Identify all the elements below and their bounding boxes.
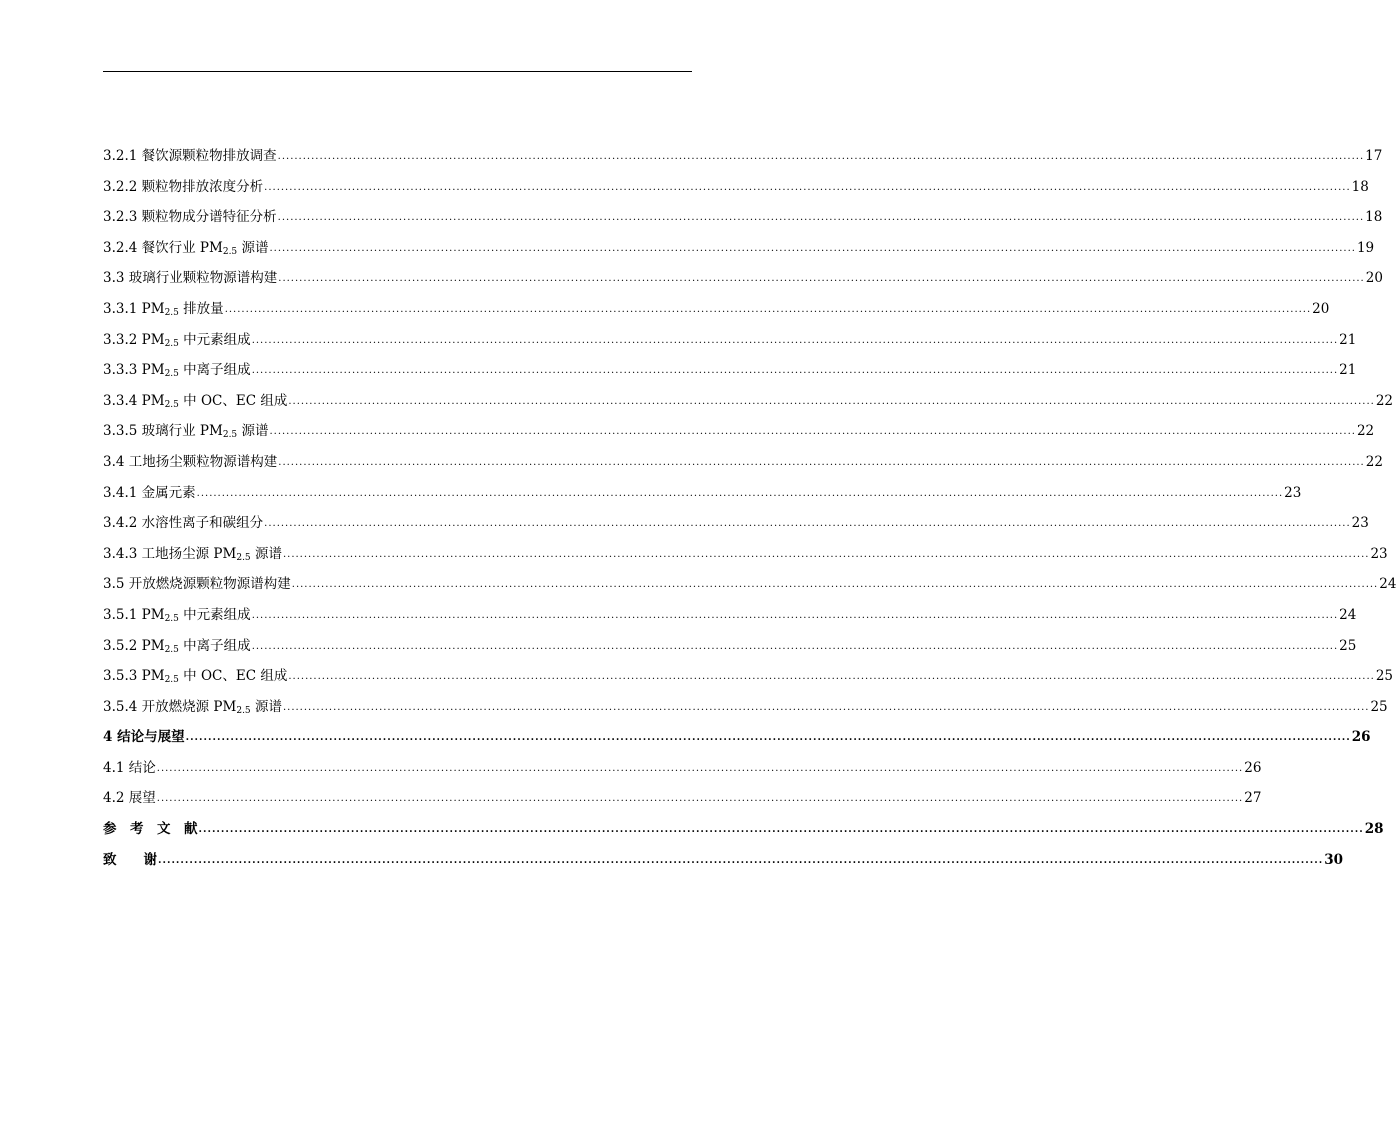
toc-title-text: 3.4.1 金属元素 (103, 484, 196, 501)
toc-entry-title (103, 266, 277, 286)
toc-entry-title (103, 572, 291, 592)
toc-title-text: 参 考 文 献 (103, 821, 198, 838)
toc-entry-title (103, 603, 251, 623)
toc-entry-title (103, 725, 185, 745)
toc-leader-dots: .................................................................................................................................................................................................................................................................... (277, 212, 1365, 224)
toc-page-number: 22 (1365, 453, 1383, 470)
toc-title-suffix: 中离子组成 (178, 637, 251, 654)
toc-entry[interactable] (103, 205, 1383, 236)
toc-page-number: 28 (1364, 821, 1384, 838)
toc-title-subscript: 2.5 (164, 399, 179, 410)
toc-entry[interactable] (103, 848, 1343, 879)
toc-title-text: 3.2.3 颗粒物成分谱特征分析 (103, 209, 277, 226)
toc-entry-title (103, 542, 282, 562)
toc-title-text: 3.5.3 PM (103, 668, 165, 685)
toc-page-number: 21 (1339, 331, 1357, 348)
toc-title-text: 3.4 工地扬尘颗粒物源谱构建 (103, 453, 278, 470)
toc-entry[interactable] (103, 144, 1383, 175)
toc-leader-dots: .................................................................................................................................................................................................................................................................... (269, 242, 1356, 254)
toc-title-suffix: 源谱 (237, 423, 269, 440)
toc-title-subscript: 2.5 (222, 246, 238, 257)
toc-title-text: 4 结论与展望 (103, 729, 185, 746)
toc-title-text: 3.3.3 PM (103, 362, 165, 379)
toc-entry-title (103, 297, 224, 317)
toc-leader-dots: .................................................................................................................................................................................................................................................................... (277, 151, 1365, 162)
toc-entry-title (103, 328, 251, 348)
toc-page-number: 27 (1244, 790, 1262, 807)
toc-entry[interactable] (103, 695, 1388, 726)
toc-title-text: 3.2.4 餐饮行业 PM (103, 239, 223, 256)
toc-page-number: 18 (1365, 209, 1383, 226)
toc-entry[interactable] (103, 511, 1369, 542)
toc-title-text: 3.5 开放燃烧源颗粒物源谱构建 (103, 576, 291, 593)
toc-leader-dots: .................................................................................................................................................................................................................................................................... (264, 181, 1351, 193)
toc-entry[interactable] (103, 236, 1375, 267)
toc-page-number: 25 (1370, 698, 1388, 715)
toc-page-number: 20 (1312, 300, 1330, 317)
toc-leader-dots: .................................................................................................................................................................................................................................................................... (156, 762, 1244, 774)
toc-title-suffix: 源谱 (250, 698, 282, 715)
table-of-contents (103, 144, 1396, 878)
toc-leader-dots: .................................................................................................................................................................................................................................................................... (278, 456, 1365, 468)
header-rule (103, 71, 692, 72)
toc-leader-dots: .................................................................................................................................................................................................................................................................... (158, 854, 1324, 866)
toc-page-number: 17 (1365, 148, 1383, 164)
toc-title-text: 3.3.1 PM (103, 300, 165, 317)
toc-entry[interactable] (103, 266, 1383, 297)
toc-entry[interactable] (103, 358, 1357, 389)
toc-title-suffix: 中离子组成 (178, 362, 251, 379)
toc-title-suffix: 中元素组成 (178, 606, 251, 623)
toc-page-number: 30 (1324, 851, 1343, 868)
toc-entry-title (103, 358, 251, 378)
toc-entry-title (103, 419, 268, 439)
toc-page-number: 22 (1375, 392, 1394, 409)
toc-leader-dots: .................................................................................................................................................................................................................................................................... (251, 640, 1339, 652)
toc-entry-title (103, 236, 268, 256)
toc-page-number: 20 (1365, 270, 1383, 287)
toc-entry[interactable] (103, 664, 1394, 695)
toc-entry[interactable] (103, 328, 1357, 359)
toc-leader-dots: .................................................................................................................................................................................................................................................................... (198, 824, 1364, 836)
toc-title-suffix: 中 OC、EC 组成 (178, 392, 288, 409)
toc-title-text: 4.1 结论 (103, 759, 156, 776)
toc-title-text: 3.3.4 PM (103, 392, 165, 409)
toc-title-text: 3.3.2 PM (103, 331, 165, 348)
toc-title-text: 致 谢 (103, 851, 157, 868)
toc-leader-dots: .................................................................................................................................................................................................................................................................... (288, 671, 1375, 683)
toc-title-text: 4.2 展望 (103, 790, 156, 807)
toc-entry[interactable] (103, 419, 1375, 450)
toc-entry[interactable] (103, 481, 1302, 512)
toc-entry-title (103, 817, 198, 837)
toc-page-number: 23 (1351, 515, 1369, 532)
toc-title-text: 3.5.1 PM (103, 606, 165, 623)
toc-page-number: 24 (1379, 576, 1396, 593)
toc-entry-title (103, 511, 263, 531)
toc-entry-title (103, 634, 251, 654)
toc-leader-dots: .................................................................................................................................................................................................................................................................... (251, 334, 1339, 346)
toc-entry-title (103, 144, 277, 164)
toc-title-subscript: 2.5 (164, 613, 179, 624)
toc-entry[interactable] (103, 175, 1369, 206)
toc-page-number: 25 (1375, 668, 1394, 685)
toc-title-suffix: 排放量 (178, 300, 224, 317)
toc-page-number: 23 (1370, 545, 1388, 562)
toc-leader-dots: .................................................................................................................................................................................................................................................................... (224, 303, 1312, 315)
toc-entry-title (103, 756, 156, 776)
toc-entry[interactable] (103, 756, 1262, 787)
toc-leader-dots: .................................................................................................................................................................................................................................................................... (269, 426, 1356, 438)
toc-title-subscript: 2.5 (164, 307, 179, 318)
toc-title-subscript: 2.5 (236, 705, 251, 716)
toc-entry[interactable] (103, 603, 1357, 634)
toc-page-number: 24 (1339, 606, 1357, 623)
toc-entry[interactable] (103, 817, 1384, 848)
toc-entry-title (103, 695, 282, 715)
toc-entry[interactable] (103, 786, 1262, 817)
toc-leader-dots: .................................................................................................................................................................................................................................................................... (251, 609, 1339, 621)
toc-page-number: 26 (1351, 729, 1371, 746)
toc-title-suffix: 源谱 (237, 239, 269, 256)
toc-title-subscript: 2.5 (236, 552, 251, 563)
toc-title-subscript: 2.5 (164, 675, 179, 686)
toc-page-number: 22 (1356, 423, 1375, 440)
toc-title-text: 3.4.3 工地扬尘源 PM (103, 545, 237, 562)
toc-title-suffix: 源谱 (250, 545, 282, 562)
toc-leader-dots: .................................................................................................................................................................................................................................................................... (264, 518, 1351, 530)
toc-leader-dots: .................................................................................................................................................................................................................................................................... (185, 732, 1351, 744)
toc-leader-dots: .................................................................................................................................................................................................................................................................... (156, 793, 1244, 805)
toc-entry[interactable] (103, 542, 1388, 573)
toc-leader-dots: .................................................................................................................................................................................................................................................................... (282, 548, 1370, 560)
toc-title-text: 3.3 玻璃行业颗粒物源谱构建 (103, 270, 278, 287)
toc-title-subscript: 2.5 (164, 644, 179, 655)
toc-page-number: 23 (1284, 484, 1302, 501)
toc-title-subscript: 2.5 (164, 369, 179, 380)
toc-leader-dots: .................................................................................................................................................................................................................................................................... (251, 365, 1339, 377)
toc-page-number: 21 (1339, 362, 1357, 379)
toc-page-number: 18 (1351, 178, 1369, 195)
toc-entry[interactable] (103, 389, 1394, 420)
toc-page-number: 26 (1244, 759, 1262, 776)
toc-title-suffix: 中元素组成 (178, 331, 251, 348)
toc-title-text: 3.3.5 玻璃行业 PM (103, 423, 223, 440)
toc-entry-title (103, 481, 196, 501)
toc-leader-dots: .................................................................................................................................................................................................................................................................... (291, 579, 1379, 591)
toc-leader-dots: .................................................................................................................................................................................................................................................................... (278, 273, 1365, 285)
toc-entry[interactable] (103, 297, 1330, 328)
toc-title-text: 3.5.2 PM (103, 637, 165, 654)
toc-entry[interactable] (103, 634, 1357, 665)
toc-title-text: 3.4.2 水溶性离子和碳组分 (103, 515, 264, 532)
toc-entry-title (103, 848, 157, 868)
toc-entry-title (103, 389, 287, 409)
toc-entry[interactable] (103, 450, 1383, 481)
toc-entry-title (103, 175, 263, 195)
toc-title-subscript: 2.5 (222, 430, 238, 441)
toc-entry-title (103, 786, 156, 806)
toc-entry[interactable] (103, 572, 1396, 603)
toc-title-subscript: 2.5 (164, 338, 179, 349)
toc-title-text: 3.2.2 颗粒物排放浓度分析 (103, 178, 264, 195)
toc-page-number: 19 (1356, 239, 1375, 256)
toc-leader-dots: .................................................................................................................................................................................................................................................................... (282, 701, 1370, 713)
toc-entry-title (103, 205, 277, 225)
toc-leader-dots: .................................................................................................................................................................................................................................................................... (288, 395, 1375, 407)
toc-title-text: 3.2.1 餐饮源颗粒物排放调查 (103, 148, 277, 164)
toc-page-number: 25 (1339, 637, 1357, 654)
toc-entry-title (103, 664, 287, 684)
toc-leader-dots: .................................................................................................................................................................................................................................................................... (196, 487, 1284, 499)
toc-title-text: 3.5.4 开放燃烧源 PM (103, 698, 237, 715)
toc-title-suffix: 中 OC、EC 组成 (178, 668, 288, 685)
toc-entry[interactable] (103, 725, 1371, 756)
toc-entry-title (103, 450, 277, 470)
